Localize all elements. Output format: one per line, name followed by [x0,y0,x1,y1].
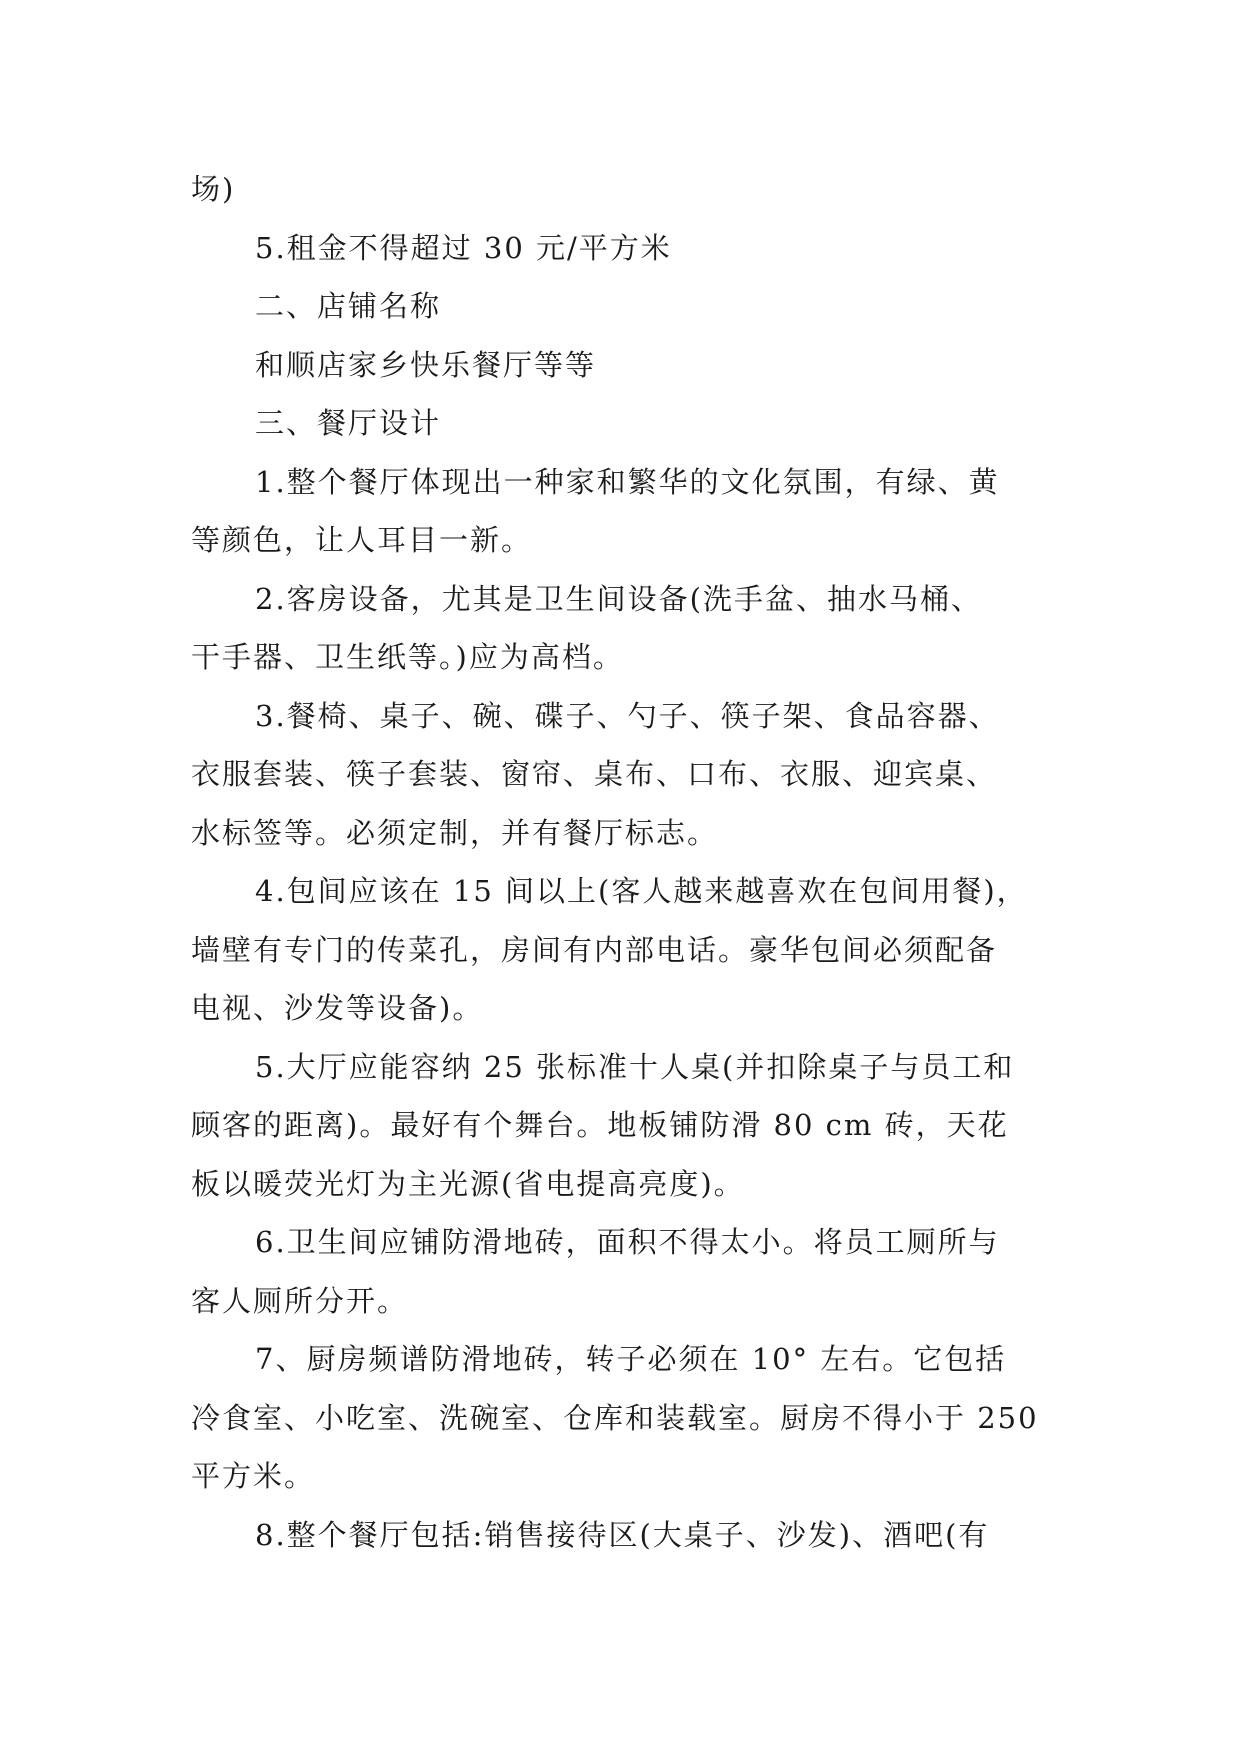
text-line: 客人厕所分开。 [191,1283,409,1318]
text-line: 冷食室、小吃室、洗碗室、仓库和装载室。厨房不得小于 250 [191,1400,1039,1435]
text-line: 6.卫生间应铺防滑地砖，面积不得太小。将员工厕所与 [255,1225,1000,1259]
text-line: 顾客的距离)。最好有个舞台。地板铺防滑 80 cm 砖，天花 [191,1108,1009,1142]
text-line: 7、厨房频谱防滑地砖，转子必须在 10° 左右。它包括 [255,1342,1007,1376]
text-line: 干手器、卫生纸等。)应为高档。 [191,640,624,674]
text-line: 3.餐椅、桌子、碗、碟子、勺子、筷子架、食品容器、 [255,698,1000,733]
document-body [191,160,1051,1564]
text-line: 和顺店家乡快乐餐厅等等 [255,347,597,382]
text-line: 板以暖荧光灯为主光源(省电提高亮度)。 [191,1166,745,1201]
text-line: 电视、沙发等设备)。 [191,991,484,1025]
text-line: 墙壁有专门的传菜孔，房间有内部电话。豪华包间必须配备 [191,932,998,967]
text-line: 8.整个餐厅包括:销售接待区(大桌子、沙发)、酒吧(有 [255,1517,990,1552]
text-line: 场) [191,172,236,206]
text-line: 水标签等。必须定制，并有餐厅标志。 [191,815,719,850]
text-line: 5.租金不得超过 30 元/平方米 [255,230,672,265]
text-line: 衣服套装、筷子套装、窗帘、桌布、口布、衣服、迎宾桌、 [191,757,998,791]
text-line: 2.客房设备，尤其是卫生间设备(洗手盆、抽水马桶、 [255,581,982,616]
text-line: 4.包间应该在 15 间以上(客人越来越喜欢在包间用餐)， [255,874,1028,908]
text-line: 等颜色，让人耳目一新。 [191,523,533,557]
text-line: 5.大厅应能容纳 25 张标准十人桌(并扣除桌子与员工和 [255,1049,1015,1084]
section-heading: 三、餐厅设计 [255,406,442,440]
text-line: 1.整个餐厅体现出一种家和繁华的文化氛围，有绿、黄 [255,464,1000,499]
section-heading: 二、店铺名称 [255,289,442,323]
text-line: 平方米。 [191,1459,316,1493]
